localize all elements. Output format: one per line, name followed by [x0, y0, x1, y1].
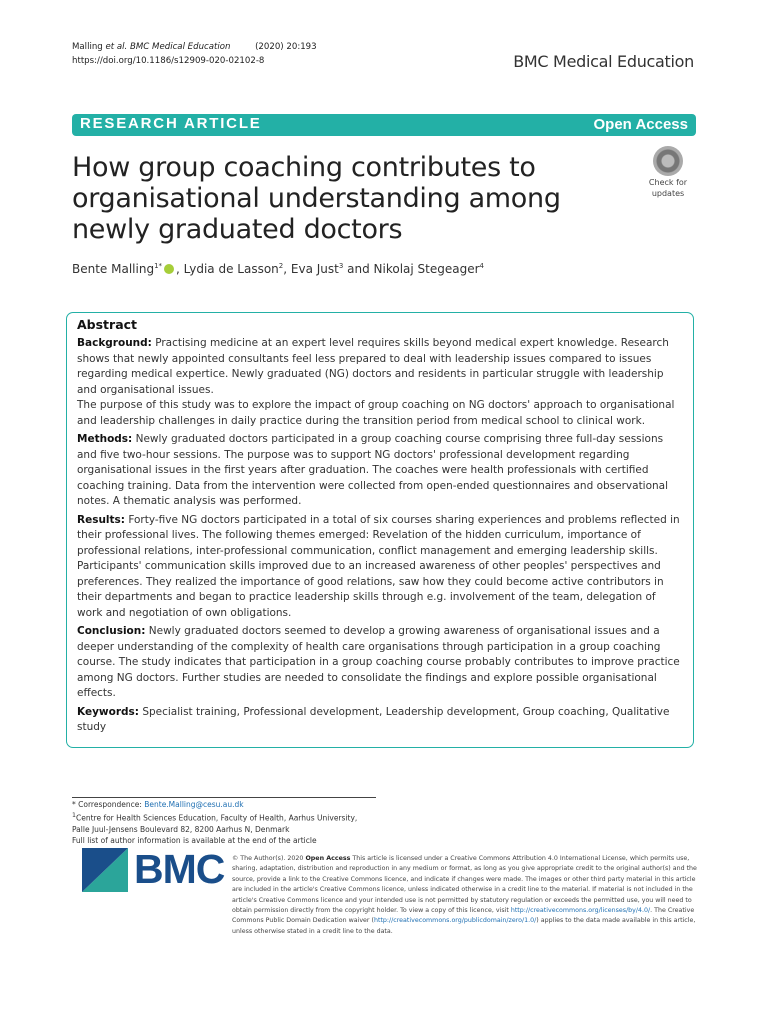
bmc-logo [82, 846, 225, 892]
abstract-background [77, 336, 683, 429]
section-label: Keywords: [77, 705, 139, 718]
bmc-logo-mark-icon [82, 848, 128, 892]
citation-header [72, 40, 317, 68]
section-text: Newly graduated doctors participated in a group coaching course comprising three full-day sessions and five two-hour sessions. The purpose was to support NG doctors' professional development regarding organisational issues in the first years after graduation. The coaches were health professionals with certified coaching training. Data from the intervention were collected from open-ended questionnaires and observational notes. A thematic analysis was performed. [77, 433, 669, 507]
section-text: Practising medicine at an expert level requires skills beyond medical expert knowledge. Research shows that newly appointed consultants feel less prepared to deal with leadership issues compared to issues regarding medical expertice. Newly graduated (NG) doctors and residents in particular struggle with leadership and organisational issues. [77, 337, 669, 396]
author-name[interactable]: , Eva Just [283, 262, 339, 276]
author-affiliation: 2 [278, 262, 284, 270]
section-label: Background: [77, 337, 152, 349]
citation-year-volume: (2020) 20:193 [255, 42, 317, 52]
author-affiliation: 4 [479, 262, 484, 270]
check-updates-icon [653, 146, 683, 176]
abstract-keywords [77, 705, 683, 736]
copyright-text: © The Author(s). 2020 [232, 855, 306, 862]
author-list [72, 262, 484, 276]
abstract-heading: Abstract [77, 317, 138, 332]
license-text: This article is licensed under a Creative Commons Attribution 4.0 International License, which permits use, sharing, adaptation, distribution and reproduction in any medium or format, as long as you give appropriate credit to the original author(s) and the source, provide a link to the Creative Commons licence, and indicate if changes were made. The images or other third party material in this article are included in the article's Creative Commons licence, unless indicated otherwise in a credit line to the material. If material is not included in the article's Creative Commons licence and your intended use is not permitted by statutory regulation or exceeds the permitted use, you will need to obtain permission directly from the copyright holder. To view a copy of this licence, visit [232, 855, 697, 915]
doi-link[interactable]: https://doi.org/10.1186/s12909-020-02102-8 [72, 56, 265, 66]
citation-authors: Malling [72, 42, 103, 52]
author-affiliation: 1* [154, 262, 163, 270]
check-updates-line2: updates [651, 189, 685, 198]
citation-journal: et al. BMC Medical Education [105, 42, 231, 52]
journal-name: BMC Medical Education [513, 52, 694, 71]
citation-line [72, 40, 317, 54]
abstract-box [66, 312, 694, 748]
full-author-info-note: Full list of author information is available at the end of the article [72, 836, 317, 846]
author-affiliation: 3 [338, 262, 344, 270]
author-name[interactable]: and Nikolaj Stegeager [343, 262, 480, 276]
correspondence-line [72, 799, 357, 810]
affiliation-text: Centre for Health Sciences Education, Faculty of Health, Aarhus University, [75, 813, 358, 823]
check-for-updates-badge[interactable] [644, 146, 692, 200]
correspondence-email-link[interactable]: Bente.Malling@cesu.au.dk [144, 800, 244, 809]
section-text: Forty-five NG doctors participated in a total of six courses sharing experiences and problems reflected in their professional lives. The following themes emerged: Revelation of the hidden curriculum, importance of professional relations, inter-professional communication, conflict management and emerging leadership skills. Participants' communication skills improved due to an increased awareness of other peoples' perspectives and preferences. They realized the importance of good relations, saw how they could become active contributors in their departments and began to practice leadership skills through e.g. involvement of the team, delegation of work and negotiation of own obligations. [77, 513, 680, 619]
section-text: Newly graduated doctors seemed to develop a growing awareness of organisational issues and a deeper understanding of the complexity of health care organisations through participation in a group coaching course. The study indicates that participation in a group coaching course probably contributes to improve practice among NG doctors. Further studies are needed to consolidate the findings and explore possible organisational effects. [77, 625, 680, 699]
cc-zero-license-link[interactable]: http://creativecommons.org/publicdomain/zero/1.0/ [373, 917, 537, 925]
affiliation-address: Palle Juul-Jensens Boulevard 82, 8200 Aarhus N, Denmark [72, 825, 290, 835]
license-statement [232, 854, 702, 937]
affiliation-line [72, 810, 357, 824]
cc-by-license-link[interactable]: http://creativecommons.org/licenses/by/4.0/ [510, 907, 651, 915]
article-title: How group coaching contributes to organisational understanding among newly graduated doctors [72, 152, 561, 245]
abstract-results [77, 513, 683, 622]
correspondence-label: * Correspondence: [72, 800, 145, 809]
bmc-logo-text: BMC [134, 846, 225, 892]
orcid-icon[interactable] [164, 264, 174, 274]
author-name[interactable]: Bente Malling [72, 262, 155, 276]
article-type-banner [72, 114, 696, 136]
section-label: Methods: [77, 433, 133, 445]
footnote-divider [72, 797, 376, 798]
check-updates-line1: Check for [648, 178, 688, 187]
license-text: ) applies to the data made available in this article, unless otherwise stated in a credit line to the data. [232, 917, 696, 935]
open-access-label: Open Access [305, 855, 351, 862]
abstract-conclusion [77, 624, 683, 702]
license-text: . The Creative Commons Public Domain Dedication waiver ( [232, 907, 695, 925]
footnotes [72, 799, 357, 847]
section-label: Conclusion: [77, 625, 146, 637]
section-text: Specialist training, Professional development, Leadership development, Group coaching, Qualitative study [77, 705, 670, 733]
abstract-methods [77, 432, 683, 510]
section-text: The purpose of this study was to explore the impact of group coaching on NG doctors' approach to organisational and leadership challenges in daily practice during the transition period from medical school to clinical work. [77, 399, 675, 427]
open-access-label: Open Access [593, 116, 688, 133]
section-label: Results: [77, 513, 125, 526]
author-name[interactable]: , Lydia de Lasson [176, 262, 279, 276]
article-type-label: RESEARCH ARTICLE [80, 115, 262, 132]
affiliation-number: 1 [72, 812, 76, 820]
